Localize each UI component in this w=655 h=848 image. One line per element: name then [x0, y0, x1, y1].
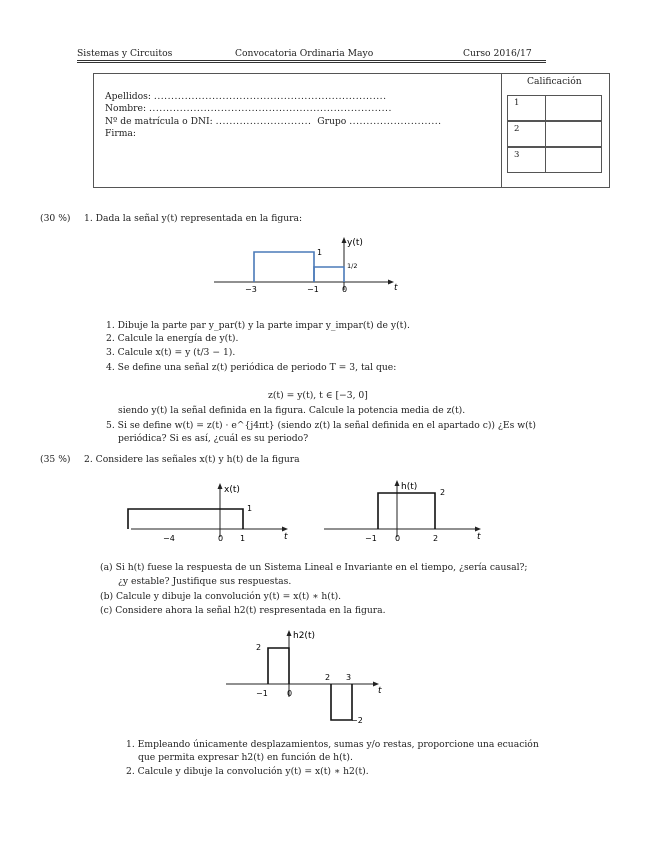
plot-h-tick: −1	[365, 534, 377, 543]
q1-item-4: 4. Se define una señal z(t) periódica de periodo T = 3, tal que:	[106, 362, 397, 373]
firma-label[interactable]: Firma:	[105, 128, 136, 139]
plot-h2-tick: 0	[287, 689, 293, 698]
arrow-icon	[395, 480, 400, 486]
arrow-icon	[218, 483, 223, 489]
plot-y-level-label: 1	[317, 248, 323, 257]
q1-item-5-cont: periódica? Si es así, ¿cuál es su periodo?	[118, 433, 309, 444]
q2-a: (a) Si h(t) fuese la respuesta de un Sistema Lineal e Invariante en el tiempo, ¿sería causal?;	[100, 562, 528, 573]
plot-y-marks	[254, 252, 344, 282]
arrow-icon	[475, 527, 481, 532]
plot-x-tick: 1	[240, 534, 246, 543]
header-rule-top	[77, 60, 546, 61]
plot-h2-segment	[268, 648, 289, 684]
grade-row[interactable]	[507, 121, 602, 147]
plot-x-marks	[128, 509, 243, 529]
plot-h-level-label: 2	[440, 488, 446, 497]
plot-x-level-label: 1	[247, 504, 253, 513]
q1-equation: z(t) = y(t), t ∈ [−3, 0]	[268, 390, 368, 401]
q1-item-2: 2. Calcule la energía de y(t).	[106, 333, 239, 344]
nombre-dots: .......................................................................	[149, 103, 392, 114]
q1-item-5: 5. Si se define w(t) = z(t) · e^{j4πt} (siendo z(t) la señal definida en el apartado c)) ¿Es w(t)	[106, 420, 536, 431]
plot-x-ylabel: x(t)	[224, 485, 240, 495]
plot-y-ylabel: y(t)	[347, 238, 363, 248]
plot-y-tick: −3	[245, 285, 257, 294]
grade-title: Calificación	[527, 76, 582, 87]
arrow-icon	[282, 527, 288, 532]
header-left: Sistemas y Circuitos	[77, 48, 173, 59]
q2-c: (c) Considere ahora la señal h2(t) respresentada en la figura.	[100, 605, 386, 616]
arrow-icon	[287, 630, 292, 636]
plot-h2	[222, 625, 392, 730]
grade-row[interactable]	[507, 95, 602, 121]
nombre-label: Nombre:	[105, 103, 147, 114]
dni-dots: ............................	[215, 116, 312, 127]
plot-h-tick: 2	[433, 534, 439, 543]
plot-y-tick: −1	[307, 285, 319, 294]
grade-row-number: 2	[514, 124, 520, 134]
plot-h2-tick: 3	[346, 673, 352, 682]
q2-c-sub-2: 2. Calcule y dibuje la convolución y(t) = x(t) ∗ h2(t).	[126, 766, 369, 777]
plot-y	[210, 230, 410, 298]
q2-intro: 2. Considere las señales x(t) y h(t) de la figura	[84, 454, 300, 465]
header-right: Curso 2016/17	[463, 48, 532, 59]
plot-h-segment	[378, 493, 435, 529]
plot-y-segment	[314, 267, 344, 282]
q2-a-cont: ¿y estable? Justifique sus respuestas.	[118, 576, 292, 587]
q2-b: (b) Calcule y dibuje la convolución y(t) = x(t) ∗ h(t).	[100, 591, 342, 602]
apellidos-label: Apellidos:	[105, 91, 151, 102]
header-center: Convocatoria Ordinaria Mayo	[235, 48, 374, 59]
plot-x-tick: 0	[218, 534, 224, 543]
grade-row-number: 1	[514, 98, 520, 108]
grade-row-number: 3	[514, 150, 520, 160]
plot-h2-segment	[331, 684, 352, 720]
q2-c-sub-1-cont: que permita expresar h2(t) en función de h(t).	[138, 752, 353, 763]
q1-item-3: 3. Calcule x(t) = y (t/3 − 1).	[106, 347, 236, 358]
nombre-field[interactable]	[105, 103, 392, 114]
plot-y-tick: 0	[342, 285, 348, 294]
plot-x	[125, 475, 300, 547]
plot-y-segment	[254, 252, 314, 282]
plot-h-marks	[378, 493, 435, 529]
plot-h2-level-label: −2	[351, 716, 363, 725]
arrow-icon	[342, 237, 347, 243]
plot-x-xlabel: t	[284, 532, 288, 542]
q1-after-equation: siendo y(t) la señal definida en la figura. Calcule la potencia media de z(t).	[118, 405, 466, 416]
q1-weight: (30 %)	[40, 213, 71, 224]
q2-c-sub-1: 1. Empleando únicamente desplazamientos, sumas y/o restas, proporcione una ecuación	[126, 739, 539, 750]
apellidos-field[interactable]	[105, 91, 387, 102]
grupo-dots: ...........................	[349, 116, 442, 127]
header-rule-bottom	[77, 62, 546, 63]
plot-h-ylabel: h(t)	[401, 482, 418, 492]
plot-y-level-label: 1/2	[347, 262, 358, 270]
grade-row[interactable]	[507, 147, 602, 173]
plot-h-xlabel: t	[477, 532, 481, 542]
plot-y-xlabel: t	[394, 283, 398, 293]
plot-x-segment	[128, 509, 243, 529]
plot-h2-tick: −1	[256, 689, 268, 698]
plot-h2-tick: 2	[325, 673, 331, 682]
dni-label: Nº de matrícula o DNI:	[105, 116, 213, 127]
q1-intro: 1. Dada la señal y(t) representada en la figura:	[84, 213, 303, 224]
dni-field[interactable]	[105, 116, 442, 127]
plot-h2-ylabel: h2(t)	[293, 631, 315, 641]
apellidos-dots: ....................................................................	[153, 91, 387, 102]
plot-h	[318, 475, 493, 547]
q1-item-1: 1. Dibuje la parte par y_par(t) y la parte impar y_impar(t) de y(t).	[106, 320, 410, 331]
plot-h2-xlabel: t	[378, 686, 382, 696]
plot-x-tick: −4	[163, 534, 175, 543]
grupo-label: Grupo	[317, 116, 347, 127]
q2-weight: (35 %)	[40, 454, 71, 465]
plot-h2-level-label: 2	[256, 643, 262, 652]
grade-column-divider	[501, 73, 502, 187]
plot-h-tick: 0	[395, 534, 401, 543]
